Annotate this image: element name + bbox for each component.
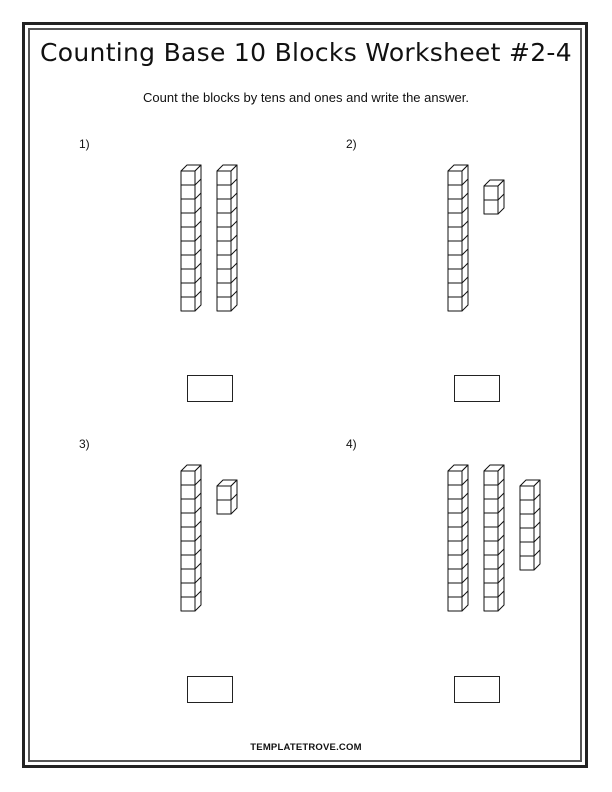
problem-4-label: 4) [346, 437, 357, 451]
problem-3-label: 3) [79, 437, 90, 451]
problem-2-label: 2) [346, 137, 357, 151]
worksheet-title: Counting Base 10 Blocks Worksheet #2-4 [40, 38, 572, 67]
worksheet-instructions: Count the blocks by tens and ones and write the answer. [143, 90, 469, 105]
unit-cubes-block [520, 480, 540, 570]
footer-site-credit: TEMPLATETROVE.COM [250, 742, 362, 753]
problem-4-answer-box[interactable] [454, 676, 500, 703]
problem-1-label: 1) [79, 137, 90, 151]
ten-rod-block [484, 465, 504, 611]
ten-rod-block [448, 465, 468, 611]
